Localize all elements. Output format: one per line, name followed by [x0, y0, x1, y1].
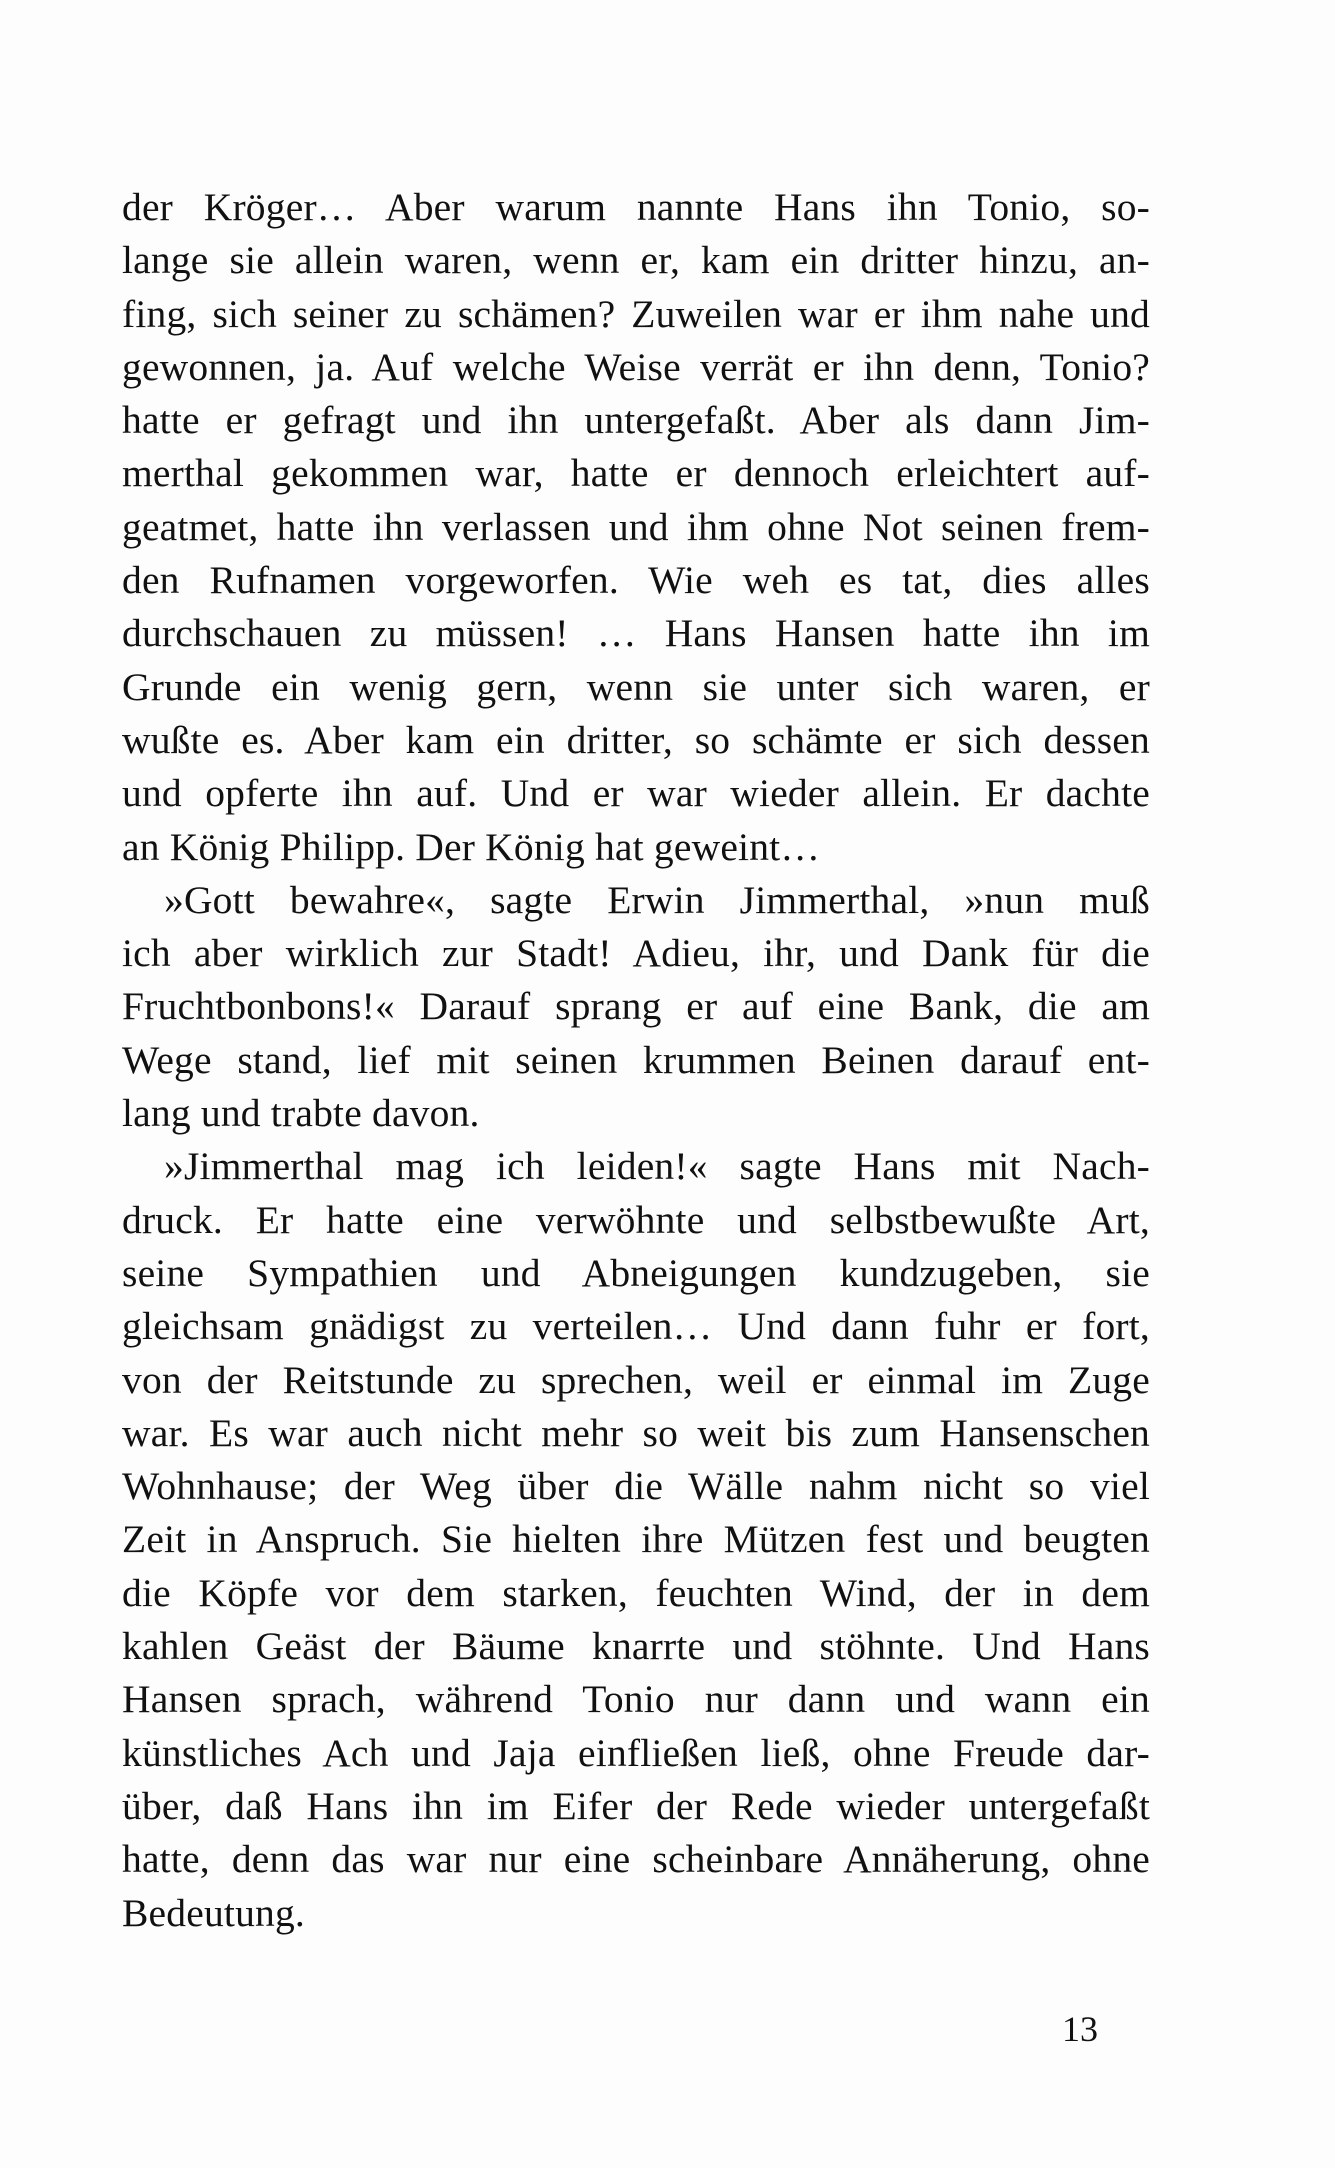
text-line: den Rufnamen vorgeworfen. Wie weh es tat, dies alles [122, 558, 1150, 603]
page-number: 13 [1062, 2009, 1098, 2049]
text-line: fing, sich seiner zu schämen? Zuweilen war er ihm nahe und [122, 291, 1150, 336]
text-line: der Kröger… Aber warum nannte Hans ihn Tonio, so- [122, 185, 1150, 229]
text-line: druck. Er hatte eine verwöhnte und selbstbewußte Art, [122, 1197, 1150, 1242]
text-line: Fruchtbonbons!« Darauf sprang er auf eine Bank, die am [122, 984, 1150, 1029]
text-line: wußte es. Aber kam ein dritter, so schämte er sich dessen [122, 717, 1150, 762]
text-line: an König Philipp. Der König hat geweint… [122, 824, 821, 869]
text-line: von der Reitstunde zu sprechen, weil er einmal im Zuge [122, 1357, 1150, 1402]
text-line: gewonnen, ja. Auf welche Weise verrät er ihn denn, Tonio? [122, 344, 1150, 389]
text-line: Hansen sprach, während Tonio nur dann und wann ein [122, 1677, 1150, 1722]
text-line: Wohnhause; der Weg über die Wälle nahm nicht so viel [122, 1464, 1150, 1509]
text-line: über, daß Hans ihn im Eifer der Rede wieder untergefaßt [122, 1783, 1150, 1828]
text-line: Grunde ein wenig gern, wenn sie unter sich waren, er [122, 664, 1150, 709]
text-line: kahlen Geäst der Bäume knarrte und stöhnte. Und Hans [122, 1624, 1150, 1669]
text-line: durchschauen zu müssen! … Hans Hansen hatte ihn im [122, 611, 1150, 656]
text-line: Wege stand, lief mit seinen krummen Beinen darauf ent- [122, 1037, 1150, 1082]
text-line: merthal gekommen war, hatte er dennoch erleichtert auf- [122, 451, 1150, 496]
text-line: Bedeutung. [122, 1890, 306, 1935]
text-line: geatmet, hatte ihn verlassen und ihm ohne Not seinen frem- [122, 504, 1150, 549]
text-line: gleichsam gnädigst zu verteilen… Und dann fuhr er fort, [122, 1304, 1150, 1349]
text-line: hatte, denn das war nur eine scheinbare Annäherung, ohne [122, 1837, 1150, 1882]
text-line: war. Es war auch nicht mehr so weit bis zum Hansenschen [122, 1410, 1150, 1455]
text-line: seine Sympathien und Abneigungen kundzugeben, sie [122, 1250, 1150, 1295]
text-line: hatte er gefragt und ihn untergefaßt. Aber als dann Jim- [122, 398, 1150, 443]
text-line: die Köpfe vor dem starken, feuchten Wind, der in dem [122, 1570, 1150, 1615]
text-line: lang und trabte davon. [122, 1091, 480, 1136]
text-line: »Gott bewahre«, sagte Erwin Jimmerthal, »nun muß [164, 877, 1150, 922]
text-line: künstliches Ach und Jaja einfließen ließ, ohne Freude dar- [122, 1730, 1150, 1775]
text-line: lange sie allein waren, wenn er, kam ein dritter hinzu, an- [122, 238, 1150, 283]
text-line: Zeit in Anspruch. Sie hielten ihre Mützen fest und beugten [122, 1517, 1150, 1562]
text-line: ich aber wirklich zur Stadt! Adieu, ihr, und Dank für die [122, 931, 1150, 976]
body-text [122, 181, 1150, 1940]
text-line: »Jimmerthal mag ich leiden!« sagte Hans mit Nach- [164, 1144, 1150, 1189]
text-line: und opferte ihn auf. Und er war wieder allein. Er dachte [122, 771, 1150, 816]
